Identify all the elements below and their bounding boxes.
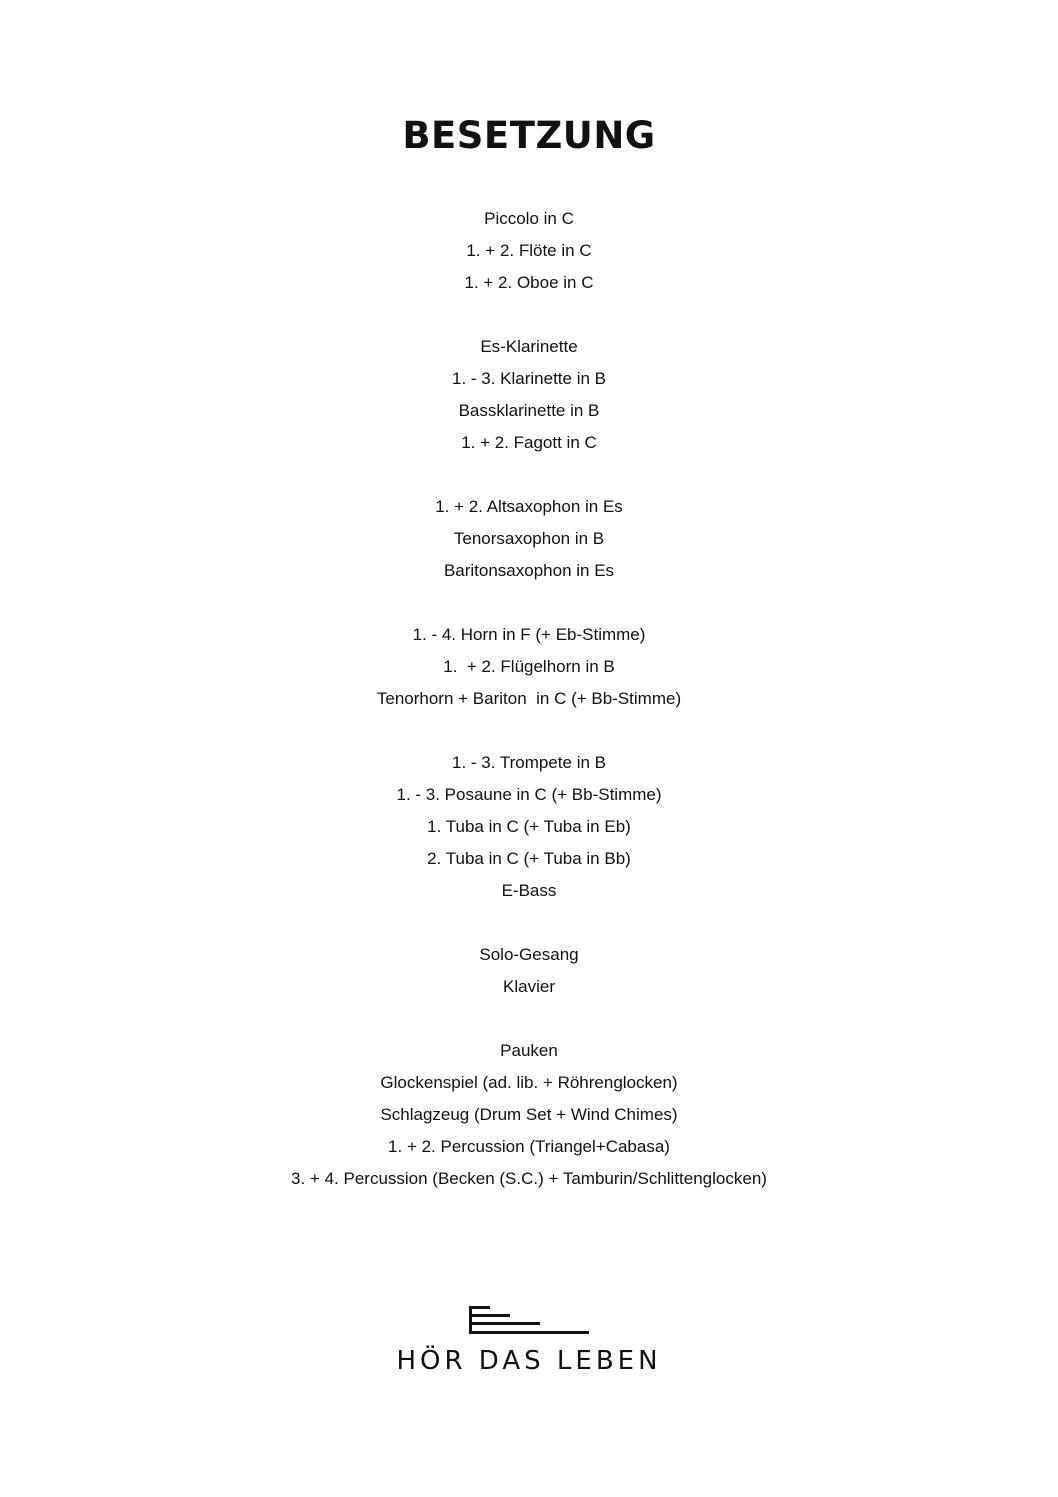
instrument-line: E-Bass [501,881,557,900]
instrument-line: 1. + 2. Oboe in C [464,273,594,292]
instrument-line: 1. + 2. Flöte in C [466,241,592,260]
page-title: BESETZUNG [402,114,656,157]
instrument-line: Bassklarinette in B [458,401,600,420]
publisher-name: HÖR DAS LEBEN [396,1346,662,1376]
instrument-line: 1. - 3. Posaune in C (+ Bb-Stimme) [396,785,662,804]
instrumentation-list [0,203,1058,1227]
instrument-line: Glockenspiel (ad. lib. + Röhrenglocken) [380,1073,678,1092]
instrument-line: 1. - 3. Klarinette in B [451,369,607,388]
instrument-line: 3. + 4. Percussion (Becken (S.C.) + Tamburin/Schlittenglocken) [291,1169,767,1188]
instrument-line: Tenorhorn + Bariton in C (+ Bb-Stimme) [376,689,682,708]
instrument-line: Piccolo in C [484,209,574,228]
instrument-group-clarinets [0,331,1058,459]
instrument-line: 1. - 3. Trompete in B [451,753,606,772]
instrument-group-percussion [0,1035,1058,1195]
instrument-line: 1. + 2. Flügelhorn in B [443,657,615,676]
instrument-line: 1. + 2. Fagott in C [461,433,597,452]
instrument-line: 1. + 2. Percussion (Triangel+Cabasa) [388,1137,670,1156]
instrument-line: 1. + 2. Altsaxophon in Es [435,497,623,516]
publisher-logo [0,1302,1058,1378]
staff-lines-logo-icon [459,1302,599,1338]
instrument-line: 1. Tuba in C (+ Tuba in Eb) [427,817,631,836]
instrument-group-woodwinds-high [0,203,1058,299]
instrument-group-saxophones [0,491,1058,587]
instrument-line: Pauken [500,1041,558,1060]
instrument-line: Es-Klarinette [480,337,578,356]
instrument-line: Tenorsaxophon in B [453,529,605,548]
instrument-group-voice-keys [0,939,1058,1003]
instrument-group-brass [0,747,1058,907]
instrument-line: 2. Tuba in C (+ Tuba in Bb) [427,849,631,868]
instrument-group-horns [0,619,1058,715]
instrument-line: Baritonsaxophon in Es [443,561,615,580]
instrument-line: Solo-Gesang [479,945,579,964]
instrument-line: 1. - 4. Horn in F (+ Eb-Stimme) [412,625,646,644]
instrument-line: Schlagzeug (Drum Set + Wind Chimes) [380,1105,678,1124]
instrument-line: Klavier [503,977,555,996]
